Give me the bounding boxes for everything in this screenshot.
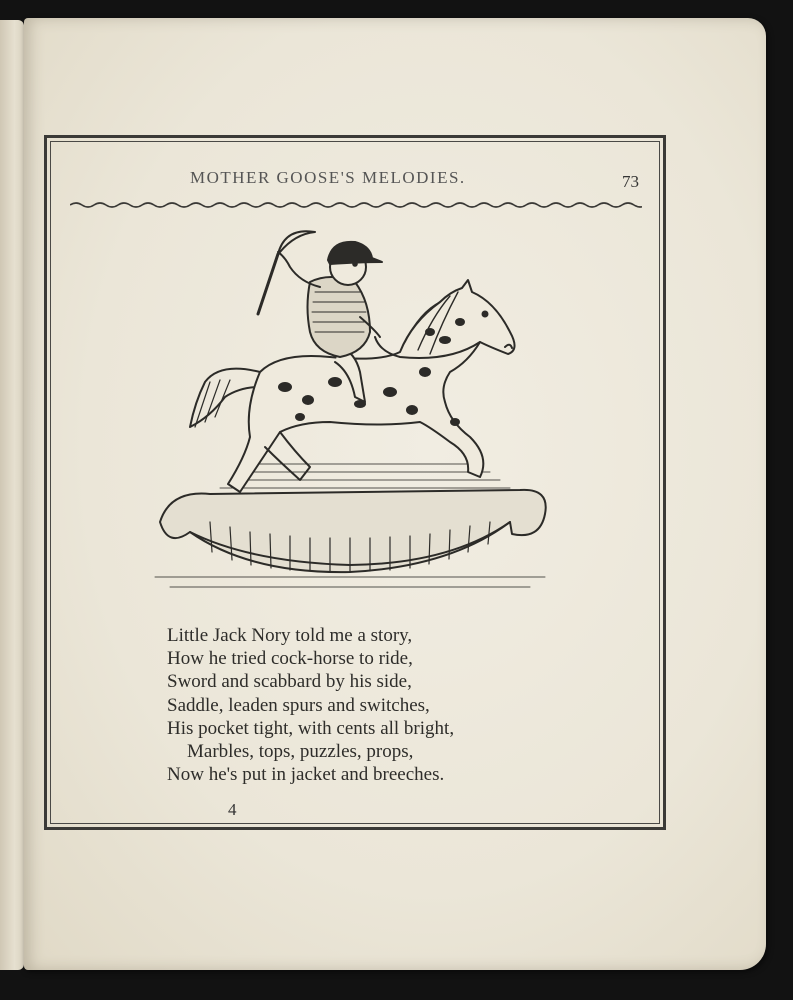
- poem-line: How he tried cock-horse to ride,: [167, 648, 413, 670]
- running-head: MOTHER GOOSE'S MELODIES.: [190, 168, 466, 187]
- poem-line: His pocket tight, with cents all bright,: [167, 717, 455, 739]
- poem-line: Little Jack Nory told me a story,: [167, 625, 413, 646]
- facing-page-edge: [0, 20, 24, 970]
- poem-line: Saddle, leaden spurs and switches,: [167, 694, 430, 716]
- poem-line: Marbles, tops, puzzles, props,: [187, 741, 414, 763]
- rocking-horse-illustration: [150, 222, 550, 612]
- page-number: 73: [622, 172, 639, 191]
- poem-line: Now he's put in jacket and breeches.: [167, 764, 445, 786]
- signature-mark: 4: [228, 800, 237, 819]
- wavy-rule: [70, 196, 642, 214]
- poem: [167, 624, 454, 786]
- poem-line: Sword and scabbard by his side,: [167, 671, 412, 693]
